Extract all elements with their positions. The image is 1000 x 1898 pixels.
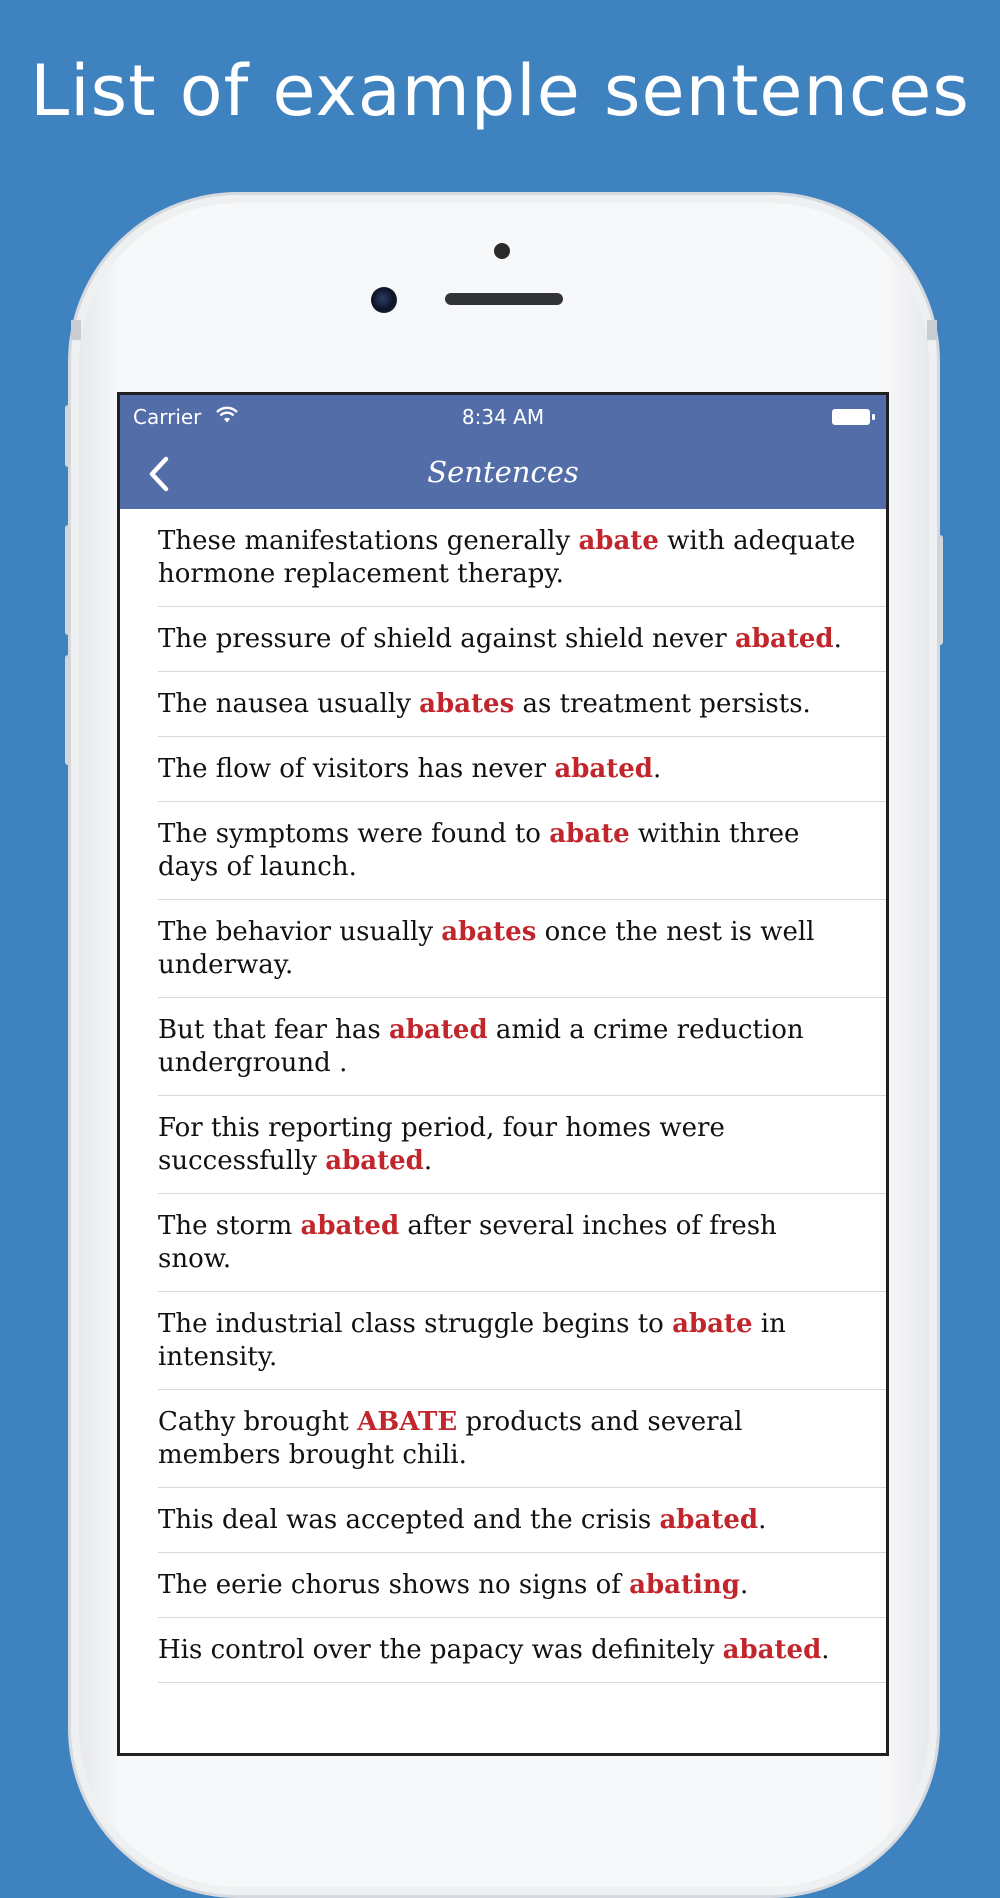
highlighted-word: abated [300, 1211, 400, 1241]
highlighted-word: abates [419, 689, 515, 719]
sentence-text-before: This deal was accepted and the crisis [158, 1505, 660, 1535]
sentence-row[interactable] [158, 607, 886, 672]
sentence-text-before: The nausea usually [158, 689, 420, 719]
sentence-text-before: The flow of visitors has never [158, 754, 555, 784]
antenna-band [71, 320, 81, 340]
sentence-text-after: . [652, 754, 662, 784]
volume-up-button [65, 525, 71, 635]
highlighted-word: abated [554, 754, 653, 784]
sentence-row[interactable] [158, 1194, 886, 1292]
highlighted-word: abates [441, 917, 537, 947]
highlighted-word: abate [672, 1309, 753, 1339]
sentence-text-before: The symptoms were found to [158, 819, 550, 849]
sentence-row[interactable] [158, 1096, 886, 1194]
highlighted-word: abated [722, 1635, 822, 1665]
sentence-text-after: once the nest is well underway. [158, 917, 815, 980]
proximity-sensor [494, 243, 510, 259]
highlighted-word: abated [734, 624, 834, 654]
sentence-text-before: The pressure of shield against shield never [158, 624, 735, 654]
sentence-row[interactable] [158, 1488, 886, 1553]
antenna-band [927, 320, 937, 340]
sentence-row[interactable] [158, 1618, 886, 1683]
sentence-text-after: . [423, 1146, 433, 1176]
page-headline: List of example sentences [30, 50, 970, 132]
sentence-text-after: amid a crime reduction underground . [158, 1015, 804, 1078]
sentence-text-before: The eerie chorus shows no signs of [158, 1570, 630, 1600]
volume-down-button [65, 655, 71, 765]
sentence-text-before: The behavior usually [158, 917, 442, 947]
battery-icon [832, 409, 870, 425]
sentence-text-before: The industrial class struggle begins to [158, 1309, 673, 1339]
sentence-list [120, 509, 886, 1683]
front-camera [371, 287, 397, 313]
sentence-row[interactable] [158, 737, 886, 802]
sentence-row[interactable] [158, 998, 886, 1096]
sentence-text-before: The storm [158, 1211, 301, 1241]
sentence-row[interactable] [158, 509, 886, 607]
sentence-text-before: Cathy brought [158, 1407, 358, 1437]
sentence-row[interactable] [158, 1390, 886, 1488]
highlighted-word: abate [549, 819, 630, 849]
sentence-row[interactable] [158, 900, 886, 998]
mute-switch [65, 405, 71, 467]
status-time: 8:34 AM [461, 405, 545, 429]
highlighted-word: abated [325, 1146, 424, 1176]
sentence-text-after: . [833, 624, 842, 654]
sentence-text-before: These manifestations generally [158, 526, 579, 556]
carrier-label: Carrier [133, 405, 202, 429]
highlighted-word: abate [578, 526, 659, 556]
highlighted-word: abated [389, 1015, 488, 1045]
highlighted-word: ABATE [357, 1407, 458, 1437]
sentence-text-after: . [739, 1570, 749, 1600]
sentence-text-after: in intensity. [158, 1309, 786, 1372]
sentence-row[interactable] [158, 1553, 886, 1618]
highlighted-word: abating [629, 1570, 740, 1600]
nav-title: Sentences [427, 455, 579, 489]
sentence-text-after: as treatment persists. [514, 689, 811, 719]
highlighted-word: abated [659, 1505, 759, 1535]
sentence-row[interactable] [158, 802, 886, 900]
sentence-text-after: after several inches of fresh snow. [158, 1211, 777, 1274]
sentence-text-after: with adequate hormone replacement therapy. [158, 526, 856, 589]
sentence-row[interactable] [158, 1292, 886, 1390]
sentence-text-after: products and several members brought chili. [158, 1407, 743, 1470]
sentence-text-after: within three days of launch. [158, 819, 800, 882]
power-button [937, 535, 943, 645]
sentence-text-before: But that fear has [158, 1015, 390, 1045]
phone-screen [117, 392, 889, 1756]
earpiece-speaker [445, 293, 563, 305]
sentence-text-after: . [758, 1505, 767, 1535]
sentence-text-after: . [821, 1635, 830, 1665]
navigation-bar [120, 439, 886, 509]
sentence-text-before: For this reporting period, four homes were successfully [158, 1113, 725, 1176]
status-bar [120, 395, 886, 439]
sentence-text-before: His control over the papacy was definitely [158, 1635, 723, 1665]
sentence-row[interactable] [158, 672, 886, 737]
